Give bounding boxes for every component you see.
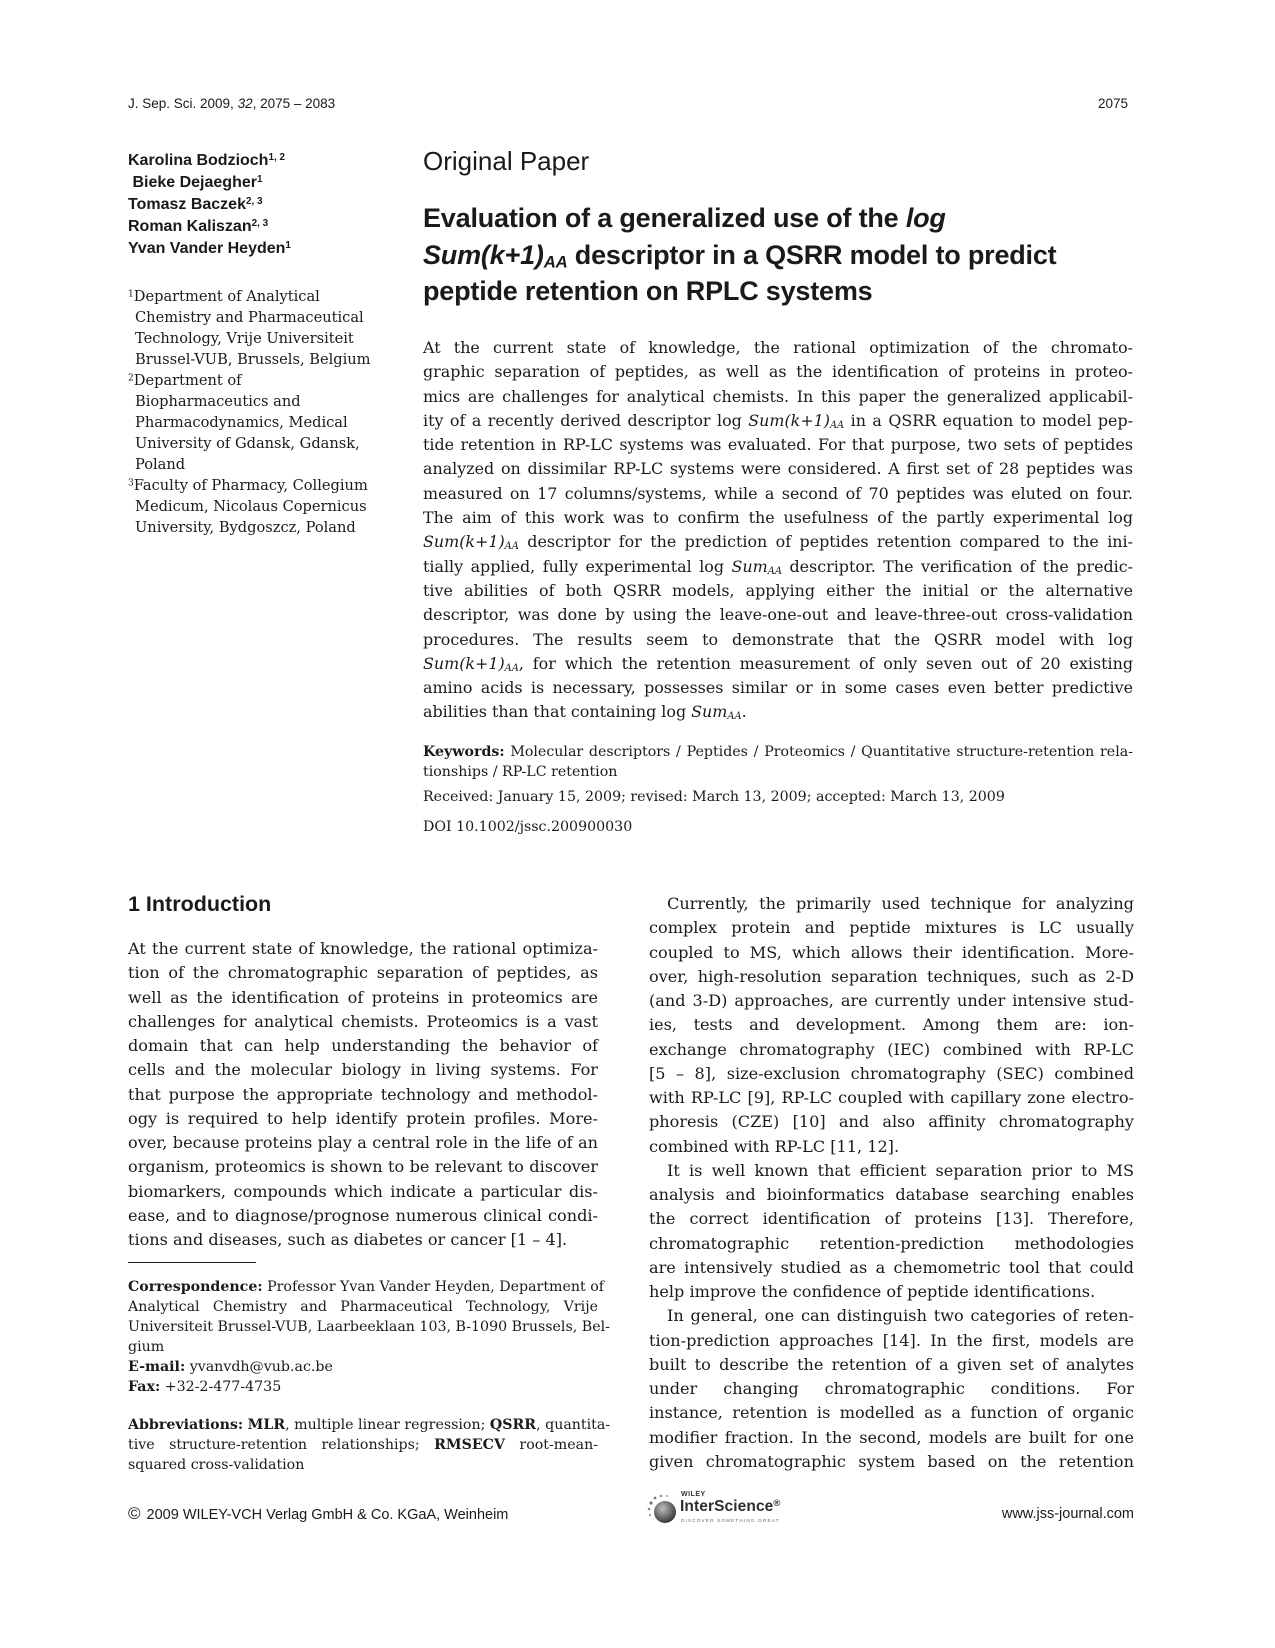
email: E-mail: yvanvdh@vub.ac.be (128, 1359, 333, 1375)
logo-tagline: DISCOVER SOMETHING GREAT (681, 1518, 780, 1523)
author: Roman Kaliszan$^{2, 3}$ (128, 218, 269, 235)
author: Bieke Dejaegher$^1$ (132, 174, 263, 191)
globe-icon (646, 1493, 680, 1527)
logo-brand-text: InterScience® (680, 1498, 781, 1515)
affiliation: $^3$Faculty of Pharmacy, Collegium Medicum, Nicolaus Copernicus University, Bydgoszcz, Poland (128, 477, 368, 536)
page-number: 2075 (1097, 96, 1128, 111)
affiliation-list (128, 286, 392, 538)
copyright-notice: © 2009 WILEY-VCH Verlag GmbH & Co. KGaA, Weinheim (128, 1504, 509, 1523)
body-column-left: At the current state of knowledge, the rational optimiza- tion of the chromatographic separation of peptides, as well as the identification of proteins in proteomics are challenges for analytical chemists. Proteomics is a vast domain that can help understanding the behavior of cells and the molecular biology in living systems. For that purpose the appropriate technology and methodol- ogy is required to help identify protein profiles. More- over, because proteins play a central role in the life of an organism, proteomics is shown to be relevant to discover biomarkers, compounds which indicate a particular dis- ease, and to diagnose/prognose numerous clinical condi- tions and diseases, such as diabetes or cancer [1 – 4]. (128, 939, 598, 1249)
section-heading: 1 Introduction (128, 892, 272, 916)
body-column-right: Currently, the primarily used technique for analyzing complex protein and peptide mixtures is LC usually coupled to MS, which allows their identification. More- over, high-resolution separation techniques, such as 2-D (and 3-D) approaches, are currently under intensive stud- ies, tests and development. Among them are: ion- exchange chromatography (IEC) combined with RP-LC [5 – 8], size-exclusion chromatography (SEC) combined with RP-LC [9], RP-LC coupled with capillary zone electro- phoresis (CZE) [10] and also affinity chromatography combined with RP-LC [11, 12]. It is well known that efficient separation prior to MS analysis and bioinformatics database searching enables the correct identification of proteins [13]. Therefore, chromatographic retention-prediction methodologies are intensively studied as a chemometric tool that could help improve the confidence of peptide identifications. In general, one can distinguish two categories of reten- tion-prediction approaches [14]. In the first, models are built to describe the retention of a given set of analytes under changing chromatographic conditions. For instance, retention is modelled as a function of organic modifier fraction. In the second, models are built for one given chromatographic system based on the retention (649, 894, 1134, 1471)
journal-url[interactable]: www.jss-journal.com (1001, 1506, 1134, 1522)
author-list (128, 150, 388, 260)
footnote: Correspondence: Professor Yvan Vander Heyden, Department of Analytical Chemistry and Pharmaceutical Technology, Vrije Universiteit Brussel-VUB, Laarbeeklaan 103, B-1090 Brussels, Bel- gium E-mail: yvanvdh@vub.ac.be Fax: +32-2-477-4735 Abbreviations: MLR, multiple linear regression; QSRR, quantita- tive structure-retention relationships; RMSECV root-mean- squared cross-validation (128, 1279, 611, 1473)
footnote-divider (128, 1262, 256, 1263)
logo-wiley-text: WILEY (681, 1491, 706, 1498)
article-type: Original Paper (423, 146, 590, 176)
fax: Fax: +32-2-477-4735 (128, 1379, 282, 1395)
doi: DOI 10.1002/jssc.200900030 (423, 819, 633, 835)
abstract: At the current state of knowledge, the rational optimization of the chromato- graphic separation of peptides, as well as the identification of proteins in proteo- mics are challenges for analytical chemists. In this paper the generalized applicabil- ity of a recently derived descriptor $\log Sum(k+1)_{AA}$ in a QSRR equation to model pep- tide retention in RP-LC systems was evaluated. For that purpose, two sets of peptides analyzed on dissimilar RP-LC systems were considered. A first set of 28 peptides was measured on 17 columns/systems, while a second of 70 peptides was eluted on four. The aim of this work was to confirm the usefulness of the partly experimental log $Sum(k+1)_{AA}$ descriptor for the prediction of peptides retention compared to the ini- tially applied, fully experimental log Sum$_{AA}$ descriptor. The verification of the predic- tive abilities of both QSRR models, applying either the initial or the alternative descriptor, was done by using the leave-one-out and leave-three-out cross-validation procedures. The results seem to demonstrate that the QSRR model with log $Sum(k+1)_{AA}$, for which the retention measurement of only seven out of 20 existing amino acids is necessary, possesses similar or in some cases even better predictive abilities than that containing log Sum$_{AA}$. (423, 338, 1134, 723)
copyright-icon: © (128, 1504, 141, 1523)
author: Yvan Vander Heyden$^1$ (128, 240, 291, 257)
running-head (128, 96, 1128, 116)
author: Karolina Bodzioch$^{1, 2}$ (128, 152, 285, 169)
article-title: Evaluation of a generalized use of the log $Sum(k+1)_{AA}$ descriptor in a QSRR model to predict peptide retention on RPLC systems (423, 203, 1057, 306)
affiliation: $^1$Department of Analytical Chemistry and Pharmaceutical Technology, Vrije Universiteit Brussel-VUB, Brussels, Belgium (128, 288, 371, 368)
abbreviations: Abbreviations: MLR, multiple linear regression; QSRR, quantita- (128, 1417, 611, 1433)
affiliation: $^2$Department of Biopharmaceutics and Pharmacodynamics, Medical University of Gdansk, Gdansk, Poland (128, 372, 360, 473)
interscience-logo (646, 1491, 796, 1527)
journal-citation: J. Sep. Sci. 2009, 32, 2075 – 2083 (128, 96, 336, 111)
keywords-label: Keywords: (423, 744, 505, 760)
keywords: Keywords: Molecular descriptors / Peptides / Proteomics / Quantitative structure-retention rela- tionships / RP-LC retention (423, 744, 1133, 780)
received-dates: Received: January 15, 2009; revised: March 13, 2009; accepted: March 13, 2009 (423, 789, 1005, 805)
author: Tomasz Baczek$^{2, 3}$ (128, 196, 263, 213)
